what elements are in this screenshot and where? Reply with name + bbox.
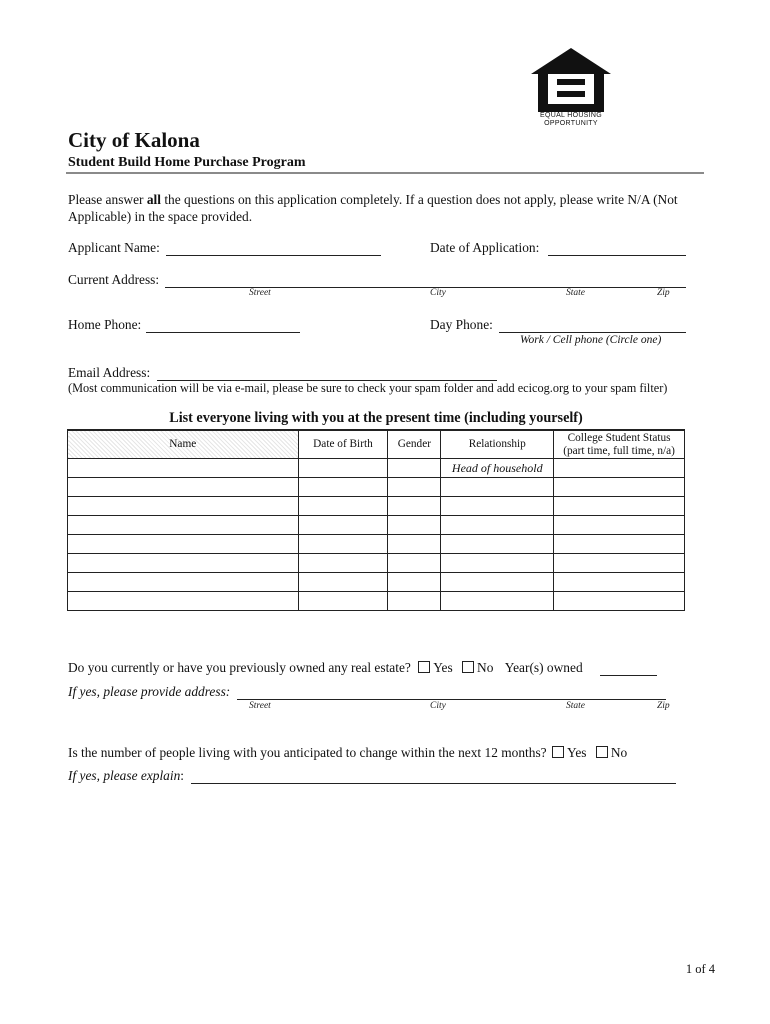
re-street-caption: Street [249, 701, 271, 711]
cell-relationship[interactable] [441, 535, 554, 554]
day-phone-label: Day Phone: [430, 317, 493, 332]
table-row [68, 516, 685, 535]
change-no-label: No [610, 745, 628, 760]
cell-status[interactable] [554, 497, 685, 516]
change-question-row [68, 745, 627, 761]
address-zip-caption: Zip [657, 288, 670, 298]
household-table [67, 429, 685, 611]
cell-status[interactable] [554, 535, 685, 554]
logo-text-line1: EQUAL HOUSING [540, 112, 602, 119]
table-row [68, 459, 685, 478]
re-zip-caption: Zip [657, 701, 670, 711]
real-estate-yes-checkbox[interactable] [418, 661, 430, 673]
cell-dob[interactable] [298, 554, 388, 573]
instructions [68, 191, 708, 225]
day-phone-field[interactable] [499, 318, 686, 333]
household-table-header [68, 430, 685, 459]
table-row [68, 478, 685, 497]
cell-name[interactable] [68, 573, 299, 592]
email-label: Email Address: [68, 365, 151, 380]
cell-name[interactable] [68, 554, 299, 573]
real-estate-no-checkbox[interactable] [462, 661, 474, 673]
cell-relationship[interactable] [441, 592, 554, 611]
change-yes-checkbox[interactable] [552, 746, 564, 758]
cell-dob[interactable] [298, 535, 388, 554]
cell-name[interactable] [68, 497, 299, 516]
cell-relationship[interactable] [441, 573, 554, 592]
applicant-name-label: Applicant Name: [68, 240, 160, 255]
cell-status[interactable] [554, 516, 685, 535]
cell-gender[interactable] [388, 478, 441, 497]
cell-gender[interactable] [388, 535, 441, 554]
header-divider [66, 172, 704, 174]
cell-status[interactable] [554, 554, 685, 573]
cell-name[interactable] [68, 478, 299, 497]
re-city-caption: City [430, 701, 446, 711]
cell-gender[interactable] [388, 592, 441, 611]
table-row [68, 497, 685, 516]
applicant-name-field[interactable] [166, 241, 381, 256]
cell-dob[interactable] [298, 478, 388, 497]
change-question: Is the number of people living with you anticipated to change within the next 12 months? [68, 745, 547, 760]
cell-relationship[interactable] [441, 478, 554, 497]
col-dob: Date of Birth [298, 430, 388, 459]
cell-gender[interactable] [388, 497, 441, 516]
real-estate-question: Do you currently or have you previously owned any real estate? [68, 660, 411, 675]
cell-dob[interactable] [298, 459, 388, 478]
cell-relationship: Head of household [441, 459, 554, 478]
logo-text-line2: OPPORTUNITY [544, 120, 598, 127]
email-field[interactable] [157, 366, 497, 381]
cell-name[interactable] [68, 535, 299, 554]
household-heading: List everyone living with you at the present time (including yourself) [169, 410, 583, 426]
cell-name[interactable] [68, 592, 299, 611]
cell-status[interactable] [554, 592, 685, 611]
page-number: 1 of 4 [685, 962, 715, 976]
cell-name[interactable] [68, 516, 299, 535]
change-explain-field[interactable] [191, 769, 676, 784]
change-yes-label: Yes [566, 745, 587, 760]
cell-relationship[interactable] [441, 516, 554, 535]
col-relationship: Relationship [441, 430, 554, 459]
instructions-text-1: Please answer [68, 192, 147, 207]
real-estate-address-label: If yes, please provide address: [68, 684, 231, 699]
col-college-status-line1: College Student Status [567, 431, 671, 444]
date-of-application-label: Date of Application: [430, 240, 540, 255]
cell-dob[interactable] [298, 497, 388, 516]
address-city-caption: City [430, 288, 446, 298]
cell-dob[interactable] [298, 592, 388, 611]
day-phone-note: Work / Cell phone (Circle one) [520, 334, 662, 346]
change-explain-row [68, 768, 184, 784]
col-college-status-line2: (part time, full time, n/a) [563, 444, 675, 457]
address-street-caption: Street [249, 288, 271, 298]
table-row [68, 592, 685, 611]
col-gender: Gender [388, 430, 441, 459]
col-name: Name [68, 430, 299, 459]
table-row [68, 535, 685, 554]
cell-gender[interactable] [388, 516, 441, 535]
current-address-label: Current Address: [68, 272, 160, 287]
cell-dob[interactable] [298, 516, 388, 535]
col-college-status [554, 430, 685, 459]
email-note: (Most communication will be via e-mail, please be sure to check your spam folder and add ecicog.org to your spam filter) [68, 381, 668, 395]
change-explain-colon: : [180, 768, 185, 783]
change-explain-label: If yes, please explain [68, 768, 181, 783]
cell-gender[interactable] [388, 554, 441, 573]
cell-status[interactable] [554, 459, 685, 478]
cell-gender[interactable] [388, 459, 441, 478]
real-estate-address-field[interactable] [237, 685, 666, 700]
cell-name[interactable] [68, 459, 299, 478]
house-icon [530, 46, 612, 112]
years-owned-label: Year(s) owned [504, 660, 583, 675]
cell-relationship[interactable] [441, 554, 554, 573]
re-state-caption: State [566, 701, 585, 711]
current-address-field[interactable] [165, 273, 686, 288]
page-title: City of Kalona [68, 128, 200, 152]
years-owned-field[interactable] [600, 661, 657, 676]
real-estate-no-label: No [477, 660, 494, 675]
cell-status[interactable] [554, 478, 685, 497]
address-state-caption: State [566, 288, 585, 298]
table-row [68, 573, 685, 592]
change-no-checkbox[interactable] [596, 746, 608, 758]
cell-dob[interactable] [298, 573, 388, 592]
date-of-application-field[interactable] [548, 241, 686, 256]
instructions-bold: all [146, 192, 161, 207]
home-phone-field[interactable] [146, 318, 300, 333]
page-subtitle: Student Build Home Purchase Program [68, 155, 306, 170]
cell-relationship[interactable] [441, 497, 554, 516]
home-phone-label: Home Phone: [68, 317, 142, 332]
cell-gender[interactable] [388, 573, 441, 592]
table-row [68, 554, 685, 573]
instructions-text-2: the questions on this application completely. If a question does not apply, please write N/A (Not Applicable) in the space provided. [68, 192, 678, 224]
real-estate-yes-label: Yes [433, 660, 453, 675]
real-estate-question-row [68, 660, 583, 676]
equal-housing-logo [530, 46, 612, 128]
cell-status[interactable] [554, 573, 685, 592]
